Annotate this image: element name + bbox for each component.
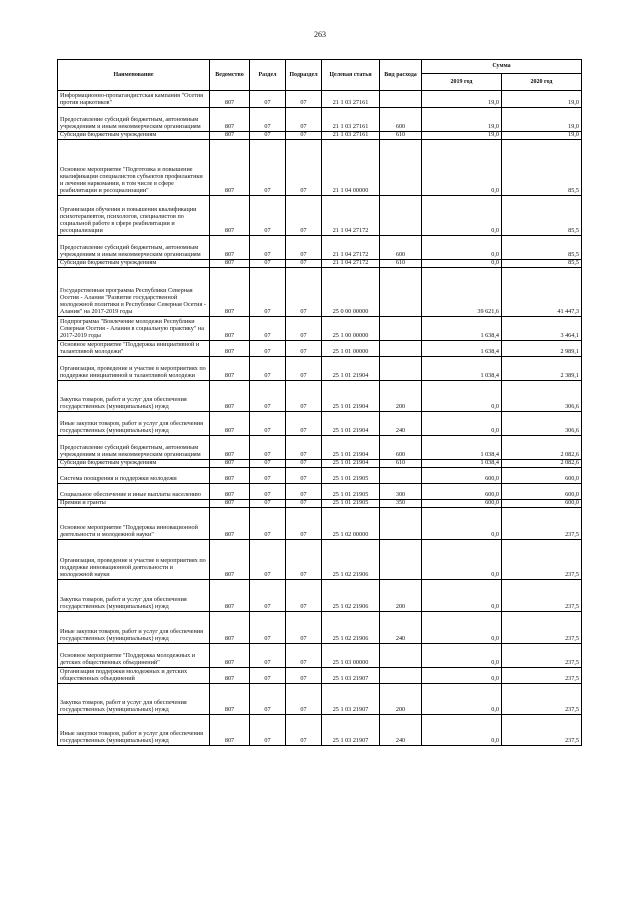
col-name-header: Наименование <box>58 60 210 91</box>
row-name-cell: Субсидии бюджетным учреждениям <box>58 460 210 468</box>
row-exptype-cell: 350 <box>380 500 422 508</box>
row-subsection-cell: 07 <box>286 341 322 357</box>
row-subsection-cell: 07 <box>286 412 322 436</box>
row-2019-cell: 0,0 <box>422 668 502 684</box>
row-2020-cell: 237,5 <box>502 540 582 580</box>
row-target-cell: 25 1 01 00000 <box>322 341 380 357</box>
row-2019-cell: 0,0 <box>422 508 502 540</box>
row-subsection-cell: 07 <box>286 684 322 715</box>
row-2020-cell: 237,5 <box>502 612 582 644</box>
row-2019-cell: 0,0 <box>422 715 502 746</box>
row-target-cell: 25 1 01 21904 <box>322 460 380 468</box>
row-dept-cell: 807 <box>210 236 250 260</box>
row-2019-cell: 1 638,4 <box>422 341 502 357</box>
row-subsection-cell: 07 <box>286 612 322 644</box>
row-exptype-cell: 240 <box>380 715 422 746</box>
row-2020-cell: 2 082,6 <box>502 436 582 460</box>
row-exptype-cell: 610 <box>380 460 422 468</box>
row-dept-cell: 807 <box>210 317 250 341</box>
row-dept-cell: 807 <box>210 644 250 668</box>
table-row <box>58 612 582 644</box>
row-dept-cell: 807 <box>210 468 250 484</box>
row-subsection-cell: 07 <box>286 540 322 580</box>
row-2019-cell: 0,0 <box>422 140 502 196</box>
row-name-cell: Иные закупки товаров, работ и услуг для обеспечения государственных (муниципальных) нужд <box>58 715 210 746</box>
row-name-cell: Закупка товаров, работ и услуг для обеспечения государственных (муниципальных) нужд <box>58 580 210 612</box>
row-dept-cell: 807 <box>210 260 250 268</box>
row-section-cell: 07 <box>250 108 286 132</box>
row-exptype-cell <box>380 268 422 317</box>
row-exptype-cell: 600 <box>380 108 422 132</box>
table-row <box>58 357 582 381</box>
row-target-cell: 25 0 00 00000 <box>322 268 380 317</box>
row-2019-cell: 19,0 <box>422 132 502 140</box>
row-dept-cell: 807 <box>210 91 250 108</box>
row-exptype-cell <box>380 357 422 381</box>
row-section-cell: 07 <box>250 436 286 460</box>
row-2020-cell: 600,0 <box>502 484 582 500</box>
row-2019-cell: 0,0 <box>422 260 502 268</box>
row-section-cell: 07 <box>250 268 286 317</box>
col-subsection-header: Подраздел <box>286 60 322 91</box>
row-target-cell: 25 1 01 21904 <box>322 412 380 436</box>
row-2020-cell: 237,5 <box>502 644 582 668</box>
row-section-cell: 07 <box>250 412 286 436</box>
row-2020-cell: 85,5 <box>502 260 582 268</box>
row-2019-cell: 0,0 <box>422 580 502 612</box>
row-section-cell: 07 <box>250 91 286 108</box>
row-dept-cell: 807 <box>210 108 250 132</box>
row-2020-cell: 2 082,6 <box>502 460 582 468</box>
row-dept-cell: 807 <box>210 196 250 236</box>
row-subsection-cell: 07 <box>286 715 322 746</box>
col-2019-header: 2019 год <box>422 74 502 91</box>
row-2020-cell: 85,5 <box>502 236 582 260</box>
row-2019-cell: 0,0 <box>422 644 502 668</box>
row-name-cell: Информационно-пропагандистская кампания "Осетия против наркотиков" <box>58 91 210 108</box>
row-target-cell: 21 1 04 27172 <box>322 196 380 236</box>
row-target-cell: 25 1 02 21906 <box>322 612 380 644</box>
row-2019-cell: 19,0 <box>422 108 502 132</box>
row-2020-cell: 600,0 <box>502 468 582 484</box>
row-name-cell: Основное мероприятие "Поддержка инициативной и талантливой молодежи" <box>58 341 210 357</box>
row-2020-cell: 19,0 <box>502 108 582 132</box>
row-dept-cell: 807 <box>210 484 250 500</box>
row-exptype-cell: 600 <box>380 236 422 260</box>
row-exptype-cell <box>380 468 422 484</box>
row-name-cell: Основное мероприятие "Подготовка и повышение квалификации специалистов субъектов профилактики и лечения наркомании, в том числе в сфере реабилитации и ресоциализации" <box>58 140 210 196</box>
row-2019-cell: 0,0 <box>422 236 502 260</box>
row-target-cell: 25 1 03 21907 <box>322 668 380 684</box>
row-exptype-cell: 200 <box>380 381 422 412</box>
row-name-cell: Основное мероприятие "Поддержка молодежных и детских общественных объединений" <box>58 644 210 668</box>
table-row <box>58 540 582 580</box>
row-name-cell: Основное мероприятие "Поддержка инновационной деятельности и молодежной науки" <box>58 508 210 540</box>
row-exptype-cell: 600 <box>380 436 422 460</box>
row-name-cell: Закупка товаров, работ и услуг для обеспечения государственных (муниципальных) нужд <box>58 381 210 412</box>
row-exptype-cell: 200 <box>380 684 422 715</box>
table-row <box>58 684 582 715</box>
row-section-cell: 07 <box>250 236 286 260</box>
row-2020-cell: 19,0 <box>502 91 582 108</box>
table-row <box>58 436 582 460</box>
row-subsection-cell: 07 <box>286 91 322 108</box>
table-row <box>58 500 582 508</box>
row-exptype-cell <box>380 540 422 580</box>
table-row <box>58 341 582 357</box>
row-2020-cell: 237,5 <box>502 684 582 715</box>
row-dept-cell: 807 <box>210 140 250 196</box>
row-target-cell: 25 1 02 21906 <box>322 580 380 612</box>
row-2019-cell: 19,0 <box>422 91 502 108</box>
row-2019-cell: 1 038,4 <box>422 357 502 381</box>
row-target-cell: 21 1 04 00000 <box>322 140 380 196</box>
row-name-cell: Субсидии бюджетным учреждениям <box>58 260 210 268</box>
row-subsection-cell: 07 <box>286 436 322 460</box>
row-2020-cell: 3 464,1 <box>502 317 582 341</box>
row-section-cell: 07 <box>250 140 286 196</box>
row-subsection-cell: 07 <box>286 196 322 236</box>
row-target-cell: 25 1 03 21907 <box>322 684 380 715</box>
row-name-cell: Предоставление субсидий бюджетным, автономным учреждениям и иным некоммерческим организациям <box>58 236 210 260</box>
table-row <box>58 108 582 132</box>
row-subsection-cell: 07 <box>286 268 322 317</box>
row-subsection-cell: 07 <box>286 317 322 341</box>
table-row <box>58 580 582 612</box>
row-2020-cell: 600,0 <box>502 500 582 508</box>
row-section-cell: 07 <box>250 540 286 580</box>
page-number: 263 <box>314 30 326 39</box>
row-subsection-cell: 07 <box>286 381 322 412</box>
row-section-cell: 07 <box>250 317 286 341</box>
row-2020-cell: 41 447,3 <box>502 268 582 317</box>
row-dept-cell: 807 <box>210 684 250 715</box>
row-target-cell: 25 1 01 21904 <box>322 357 380 381</box>
row-subsection-cell: 07 <box>286 260 322 268</box>
row-subsection-cell: 07 <box>286 500 322 508</box>
table-row <box>58 715 582 746</box>
row-target-cell: 25 1 01 21905 <box>322 500 380 508</box>
row-target-cell: 25 1 02 00000 <box>322 508 380 540</box>
table-row <box>58 196 582 236</box>
row-target-cell: 25 1 01 21904 <box>322 381 380 412</box>
row-subsection-cell: 07 <box>286 132 322 140</box>
row-2020-cell: 237,5 <box>502 580 582 612</box>
row-name-cell: Подпрограмма "Вовлечение молодежи Республики Северная Осетия - Алания в социальную практику" на 2017-2019 годы <box>58 317 210 341</box>
row-exptype-cell <box>380 140 422 196</box>
row-name-cell: Организация, проведение и участие в мероприятиях по поддержке инициативной и талантливой молодежи <box>58 357 210 381</box>
row-2019-cell: 1 638,4 <box>422 317 502 341</box>
col-sum-header: Сумма <box>422 60 582 74</box>
row-section-cell: 07 <box>250 684 286 715</box>
col-target-header: Целевая статья <box>322 60 380 91</box>
row-dept-cell: 807 <box>210 580 250 612</box>
row-dept-cell: 807 <box>210 412 250 436</box>
row-2019-cell: 600,0 <box>422 500 502 508</box>
row-2019-cell: 0,0 <box>422 412 502 436</box>
row-2019-cell: 0,0 <box>422 196 502 236</box>
row-section-cell: 07 <box>250 484 286 500</box>
row-name-cell: Премии и гранты <box>58 500 210 508</box>
row-2020-cell: 237,5 <box>502 715 582 746</box>
row-exptype-cell: 240 <box>380 612 422 644</box>
row-subsection-cell: 07 <box>286 644 322 668</box>
row-name-cell: Организация обучения и повышения квалификации психотерапевтов, психологов, специалистов по социальной работе в сфере реабилитации и ресоциализации <box>58 196 210 236</box>
row-section-cell: 07 <box>250 468 286 484</box>
row-exptype-cell <box>380 341 422 357</box>
table-row <box>58 381 582 412</box>
row-dept-cell: 807 <box>210 715 250 746</box>
row-dept-cell: 807 <box>210 612 250 644</box>
row-target-cell: 25 1 01 21904 <box>322 436 380 460</box>
row-subsection-cell: 07 <box>286 668 322 684</box>
row-name-cell: Государственная программа Республики Северная Осетия - Алания "Развитие государственной молодежной политики в Республике Северная Осетия - Алания" на 2017-2019 годы <box>58 268 210 317</box>
row-2020-cell: 2 989,1 <box>502 341 582 357</box>
row-2019-cell: 0,0 <box>422 684 502 715</box>
row-name-cell: Организация поддержки молодежных и детских общественных объединений <box>58 668 210 684</box>
row-2020-cell: 85,5 <box>502 140 582 196</box>
row-exptype-cell: 240 <box>380 412 422 436</box>
table-row <box>58 412 582 436</box>
row-subsection-cell: 07 <box>286 357 322 381</box>
row-exptype-cell <box>380 508 422 540</box>
table-row <box>58 268 582 317</box>
row-section-cell: 07 <box>250 580 286 612</box>
table-body <box>58 91 582 746</box>
row-dept-cell: 807 <box>210 668 250 684</box>
row-exptype-cell <box>380 91 422 108</box>
row-target-cell: 21 1 04 27172 <box>322 236 380 260</box>
table-row <box>58 317 582 341</box>
row-section-cell: 07 <box>250 500 286 508</box>
row-exptype-cell: 610 <box>380 260 422 268</box>
row-section-cell: 07 <box>250 381 286 412</box>
row-dept-cell: 807 <box>210 381 250 412</box>
row-exptype-cell: 300 <box>380 484 422 500</box>
row-exptype-cell: 200 <box>380 580 422 612</box>
row-target-cell: 21 1 03 27161 <box>322 108 380 132</box>
row-2020-cell: 237,5 <box>502 668 582 684</box>
col-exptype-header: Вид расхода <box>380 60 422 91</box>
row-2019-cell: 600,0 <box>422 468 502 484</box>
row-target-cell: 21 1 04 27172 <box>322 260 380 268</box>
table-row <box>58 91 582 108</box>
row-section-cell: 07 <box>250 357 286 381</box>
row-target-cell: 25 1 00 00000 <box>322 317 380 341</box>
row-2019-cell: 0,0 <box>422 381 502 412</box>
row-section-cell: 07 <box>250 341 286 357</box>
row-name-cell: Система поощрения и поддержки молодежи <box>58 468 210 484</box>
row-subsection-cell: 07 <box>286 236 322 260</box>
row-exptype-cell <box>380 644 422 668</box>
row-name-cell: Организация, проведение и участие в мероприятиях по поддержке инновационной деятельности и молодежной науки <box>58 540 210 580</box>
row-2019-cell: 0,0 <box>422 540 502 580</box>
row-2019-cell: 39 621,6 <box>422 268 502 317</box>
row-exptype-cell <box>380 317 422 341</box>
table-row <box>58 236 582 260</box>
col-2020-header: 2020 год <box>502 74 582 91</box>
table-row <box>58 508 582 540</box>
table-row <box>58 140 582 196</box>
row-dept-cell: 807 <box>210 132 250 140</box>
row-target-cell: 25 1 01 21905 <box>322 484 380 500</box>
row-2019-cell: 1 038,4 <box>422 436 502 460</box>
row-target-cell: 21 1 03 27161 <box>322 132 380 140</box>
row-2020-cell: 2 389,1 <box>502 357 582 381</box>
col-dept-header: Ведомство <box>210 60 250 91</box>
row-subsection-cell: 07 <box>286 580 322 612</box>
row-dept-cell: 807 <box>210 460 250 468</box>
row-section-cell: 07 <box>250 260 286 268</box>
table-row <box>58 668 582 684</box>
row-section-cell: 07 <box>250 196 286 236</box>
row-subsection-cell: 07 <box>286 140 322 196</box>
row-section-cell: 07 <box>250 508 286 540</box>
row-target-cell: 25 1 02 21906 <box>322 540 380 580</box>
row-section-cell: 07 <box>250 132 286 140</box>
table-row <box>58 468 582 484</box>
row-name-cell: Иные закупки товаров, работ и услуг для обеспечения государственных (муниципальных) нужд <box>58 612 210 644</box>
row-section-cell: 07 <box>250 715 286 746</box>
row-subsection-cell: 07 <box>286 508 322 540</box>
table-row <box>58 132 582 140</box>
table-row <box>58 260 582 268</box>
row-2020-cell: 85,5 <box>502 196 582 236</box>
row-subsection-cell: 07 <box>286 108 322 132</box>
row-subsection-cell: 07 <box>286 484 322 500</box>
col-section-header: Раздел <box>250 60 286 91</box>
table-row <box>58 484 582 500</box>
row-name-cell: Предоставление субсидий бюджетным, автономным учреждениям и иным некоммерческим организациям <box>58 436 210 460</box>
row-name-cell: Субсидии бюджетным учреждениям <box>58 132 210 140</box>
row-target-cell: 25 1 01 21905 <box>322 468 380 484</box>
row-2020-cell: 237,5 <box>502 508 582 540</box>
row-section-cell: 07 <box>250 460 286 468</box>
row-dept-cell: 807 <box>210 436 250 460</box>
budget-table <box>57 59 582 746</box>
row-section-cell: 07 <box>250 612 286 644</box>
row-2019-cell: 600,0 <box>422 484 502 500</box>
row-target-cell: 25 1 03 21907 <box>322 715 380 746</box>
row-2020-cell: 19,0 <box>502 132 582 140</box>
row-exptype-cell: 610 <box>380 132 422 140</box>
row-dept-cell: 807 <box>210 508 250 540</box>
row-section-cell: 07 <box>250 668 286 684</box>
row-2020-cell: 306,6 <box>502 381 582 412</box>
row-2020-cell: 306,6 <box>502 412 582 436</box>
table-row <box>58 644 582 668</box>
row-dept-cell: 807 <box>210 341 250 357</box>
row-subsection-cell: 07 <box>286 468 322 484</box>
row-dept-cell: 807 <box>210 357 250 381</box>
row-2019-cell: 1 038,4 <box>422 460 502 468</box>
row-name-cell: Предоставление субсидий бюджетным, автономным учреждениям и иным некоммерческим организациям <box>58 108 210 132</box>
row-target-cell: 21 1 03 27161 <box>322 91 380 108</box>
row-target-cell: 25 1 03 00000 <box>322 644 380 668</box>
row-exptype-cell <box>380 668 422 684</box>
row-name-cell: Иные закупки товаров, работ и услуг для обеспечения государственных (муниципальных) нужд <box>58 412 210 436</box>
row-dept-cell: 807 <box>210 540 250 580</box>
row-section-cell: 07 <box>250 644 286 668</box>
row-2019-cell: 0,0 <box>422 612 502 644</box>
row-dept-cell: 807 <box>210 268 250 317</box>
row-dept-cell: 807 <box>210 500 250 508</box>
table-row <box>58 460 582 468</box>
row-exptype-cell <box>380 196 422 236</box>
row-subsection-cell: 07 <box>286 460 322 468</box>
row-name-cell: Закупка товаров, работ и услуг для обеспечения государственных (муниципальных) нужд <box>58 684 210 715</box>
row-name-cell: Социальное обеспечение и иные выплаты населению <box>58 484 210 500</box>
